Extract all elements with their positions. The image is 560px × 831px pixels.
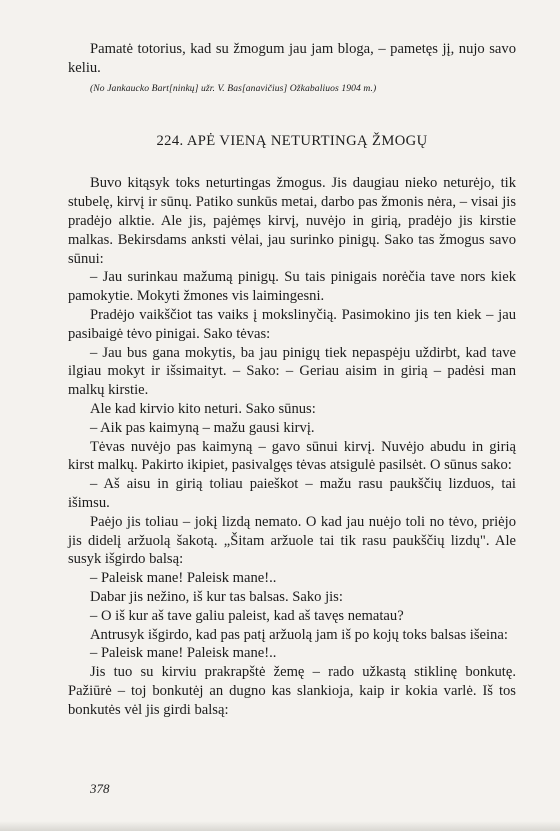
paragraph: – Jau bus gana mokytis, ba jau pinigų tiek nepaspėju uždirbt, kad tave ilgiau mokyt ir išsimaityt. – Sako: – Geriau aisim in girią – padėsi man malkų kirstie. [68,344,516,399]
paragraph: Buvo kitąsyk toks neturtingas žmogus. Jis daugiau nieko neturėjo, tik stubelę, kirvį ir sūnų. Patiko sunkūs metai, darbo pas žmonis nėra, – visai jis pradėjo alktie. Ale jis, pajėmęs kirvį, nuvėjo in girią, pradėjo jis kirstie malkas. Bekirsdams anksti vėlai, jau surinko pinigų. Sako tas žmogus savo sūnui: [68,175,516,267]
paragraph: Jis tuo su kirviu prakrapštė žemę – rado užkastą stiklinę bonkutę. Pažiūrė – toj bonkutėj an dugno kas slankioja, kaip ir kokia varlė. Iš tos bonkutės vėl jis girdi balsą: [68,664,516,718]
paragraph: – Jau surinkau mažumą pinigų. Su tais pinigais norėčia tave nors kiek pamokytie. Mokyti žmones vis laimingesni. [68,269,516,305]
paragraph: Pradėjo vaikščiot tas vaiks į mokslinyčią. Pasimokino jis ten kiek – jau pasibaigė tėvo pinigai. Sako tėvas: [68,306,516,342]
paragraph: Antrusyk išgirdo, kad pas patį aržuolą jam iš po kojų toks balsas išeina: [90,626,508,643]
paragraph: Ale kad kirvio kito neturi. Sako sūnus: [90,400,316,417]
page-edge-shadow [0,821,560,831]
paragraph: – O iš kur aš tave galiu paleist, kad aš tavęs nematau? [90,607,404,624]
intro-paragraph: Pamatė totorius, kad su žmogum jau jam bloga, – pametęs jį, nujo savo keliu. [68,41,516,76]
paragraph: – Paleisk mane! Paleisk mane!.. [90,645,277,662]
paragraph: Paėjo jis toliau – jokį lizdą nemato. O kad jau nuėjo toli no tėvo, priėjo jis didelį aržuolą šakotą. „Šitam aržuole tai tik rasu paukščių lizdų". Ale susyk išgirdo balsą: [68,513,516,568]
page-number: 378 [90,781,110,796]
story-text [68,174,516,719]
paragraph: – Paleisk mane! Paleisk mane!.. [90,570,277,587]
source-note: (No Jankaucko Bart[ninkų] užr. V. Bas[anavičius] Ožkabaliuos 1904 m.) [90,82,377,94]
story-title: 224. APĖ VIENĄ NETURTINGĄ ŽMOGŲ [156,132,428,149]
paragraph: – Aik pas kaimyną – mažu gausi kirvį. [90,419,315,436]
paragraph: Dabar jis nežino, iš kur tas balsas. Sako jis: [90,588,343,605]
paragraph: Tėvas nuvėjo pas kaimyną – gavo sūnui kirvį. Nuvėjo abudu in girią kirst malkų. Pakirto ikipiet, pasivalgęs tėvas atsigulė pasilsėt. O sūnus sako: [68,438,516,474]
paragraph: – Aš aisu in girią toliau paieškot – mažu rasu paukščių lizduos, tai išimsu. [68,476,516,511]
page-body [68,40,516,720]
